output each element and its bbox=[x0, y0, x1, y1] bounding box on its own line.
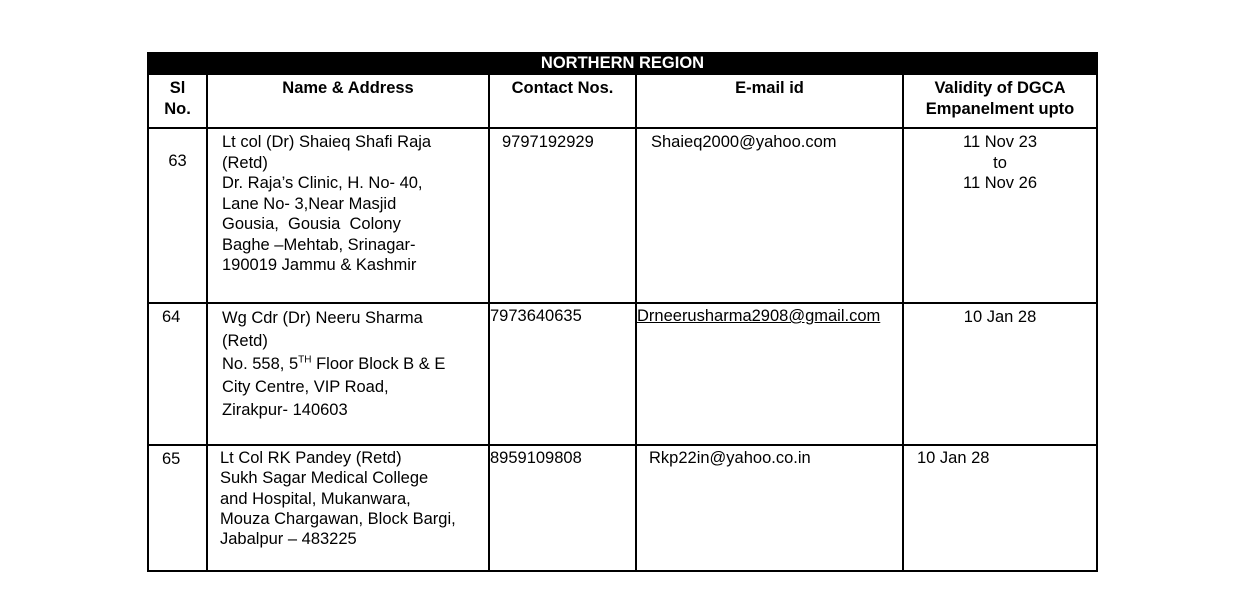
contact-cell: 9797192929 bbox=[489, 128, 636, 303]
address-line: and Hospital, Mukanwara, bbox=[220, 489, 411, 508]
address-line: Baghe –Mehtab, Srinagar- bbox=[222, 235, 416, 254]
sl-no-cell: 65 bbox=[148, 445, 207, 571]
table-row bbox=[148, 303, 1097, 445]
header-email: E-mail id bbox=[636, 74, 903, 128]
email-link[interactable]: Drneerusharma2908@gmail.com bbox=[637, 307, 881, 325]
address-line: Gousia, Gousia Colony bbox=[222, 215, 401, 233]
address-line: No. 558, 5TH Floor Block B & E bbox=[222, 354, 446, 373]
header-contact: Contact Nos. bbox=[489, 74, 636, 128]
validity-cell: 11 Nov 23 to 11 Nov 26 bbox=[903, 128, 1097, 303]
name-address-cell bbox=[207, 445, 489, 571]
email-cell: Rkp22in@yahoo.co.in bbox=[636, 445, 903, 571]
doctor-name: Lt col (Dr) Shaieq Shafi Raja bbox=[222, 133, 432, 151]
header-sl-no: Sl No. bbox=[148, 74, 207, 128]
sl-no-cell: 64 bbox=[148, 303, 207, 445]
table-row bbox=[148, 128, 1097, 303]
address-line: Lane No- 3,Near Masjid bbox=[222, 194, 397, 213]
name-address-cell: Wg Cdr (Dr) Neeru Sharma (Retd) No. 558, 5TH Floor Block B & E City Centre, VIP Road, Zirakpur- 140603 bbox=[207, 303, 489, 445]
address-line: 190019 Jammu & Kashmir bbox=[222, 256, 417, 274]
table-row bbox=[148, 445, 1097, 571]
address-line: Mouza Chargawan, Block Bargi, bbox=[220, 509, 456, 528]
contact-cell: 8959109808 bbox=[489, 445, 636, 571]
header-name-address: Name & Address bbox=[207, 74, 489, 128]
name-address-cell: Lt col (Dr) Shaieq Shafi Raja (Retd) Dr. Raja’s Clinic, H. No- 40, Lane No- 3,Near Masjid Gousia, Gousia Colony Baghe –Mehtab, Srinagar- 190019 Jammu & Kashmir bbox=[207, 128, 489, 303]
validity-cell: 10 Jan 28 bbox=[903, 303, 1097, 445]
validity-cell: 10 Jan 28 bbox=[903, 445, 1097, 571]
region-title: NORTHERN REGION bbox=[148, 53, 1097, 74]
email-cell: Shaieq2000@yahoo.com bbox=[636, 128, 903, 303]
northern-region-table bbox=[147, 52, 1098, 572]
address-line: City Centre, VIP Road, bbox=[222, 378, 389, 396]
address-line: Dr. Raja’s Clinic, H. No- 40, bbox=[222, 174, 423, 192]
contact-cell: 7973640635 bbox=[489, 303, 636, 445]
header-validity: Validity of DGCA Empanelment upto bbox=[903, 74, 1097, 128]
address-line: Zirakpur- 140603 bbox=[222, 401, 348, 419]
sl-no-cell: 63 bbox=[148, 128, 207, 303]
address-line: Jabalpur – 483225 bbox=[220, 530, 357, 549]
address-line: Sukh Sagar Medical College bbox=[220, 469, 429, 488]
doctor-name: Lt Col RK Pandey (Retd) bbox=[220, 449, 402, 467]
table-header-row bbox=[148, 74, 1097, 128]
email-cell bbox=[636, 303, 903, 445]
doctor-name: Wg Cdr (Dr) Neeru Sharma bbox=[222, 309, 423, 327]
